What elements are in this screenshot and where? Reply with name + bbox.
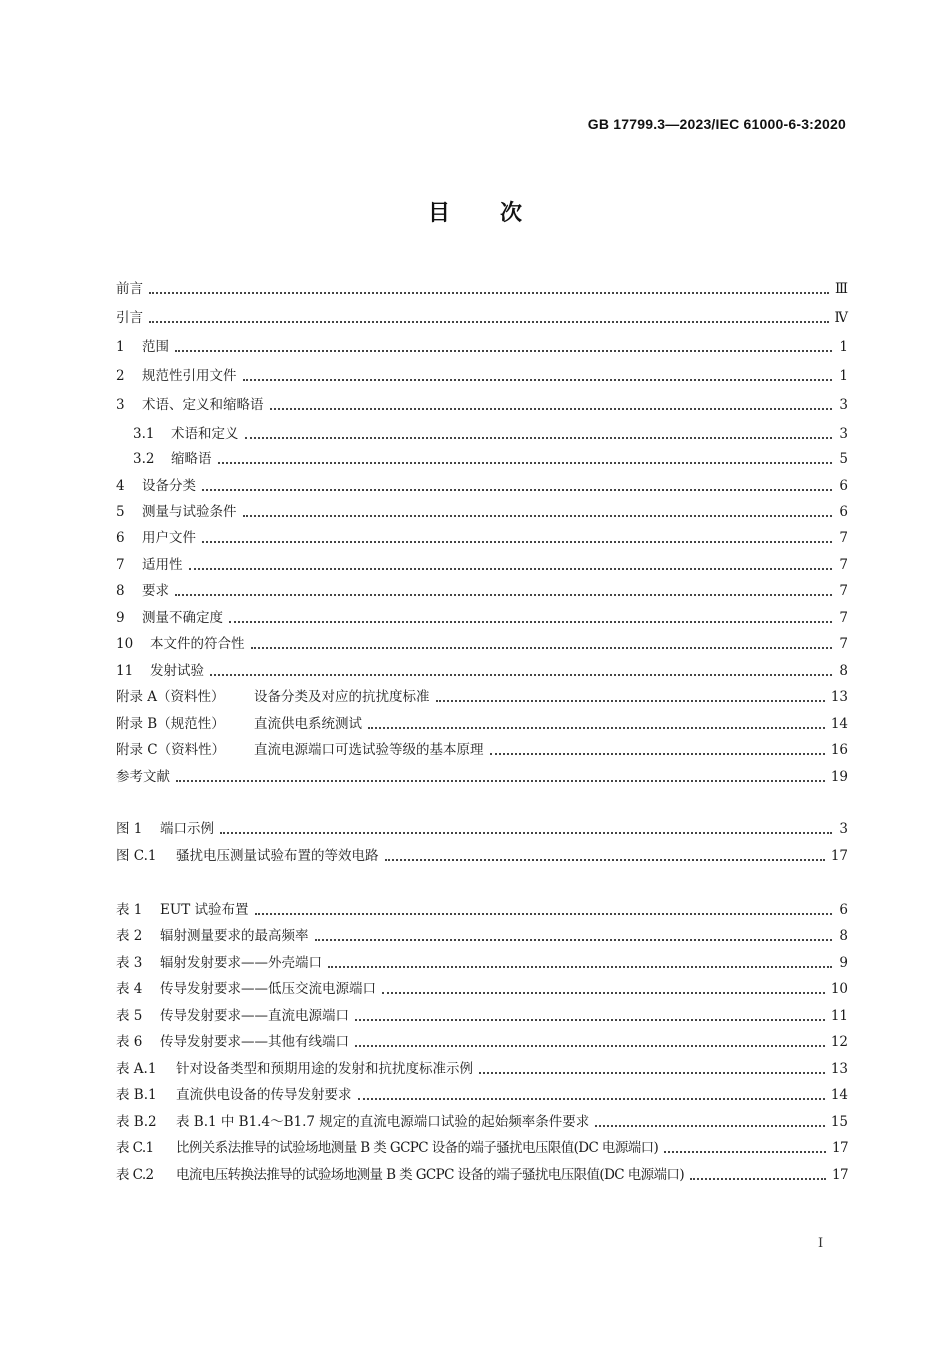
toc-entry-label: 范围 xyxy=(142,339,169,355)
toc-entry-annex-c[interactable] xyxy=(116,737,848,759)
toc-entry-label: 直流供电系统测试 xyxy=(254,716,362,732)
toc-entry-number: 8 xyxy=(116,583,125,599)
toc-entry-annex-a[interactable] xyxy=(116,684,848,706)
toc-entry-page: 3 xyxy=(839,397,848,413)
toc-entry-1[interactable] xyxy=(116,334,848,356)
toc-entry-7[interactable] xyxy=(116,552,848,574)
toc-entry-bibliography[interactable] xyxy=(116,764,848,786)
table-entry-number: 表 A.1 xyxy=(116,1061,157,1077)
toc-entry-number: 附录 C（资料性） xyxy=(116,742,226,758)
toc-entry-number: 2 xyxy=(116,368,125,384)
figure-entry-number: 图 1 xyxy=(116,821,143,837)
dot-leader xyxy=(358,1086,825,1100)
dot-leader xyxy=(382,980,825,994)
table-entry-number: 表 1 xyxy=(116,902,143,918)
toc-entry-number: 11 xyxy=(116,663,134,679)
dot-leader xyxy=(202,477,832,491)
toc-entry-label: 发射试验 xyxy=(150,663,204,679)
toc-entry-foreword[interactable] xyxy=(116,276,848,298)
table-entry-page: 17 xyxy=(832,1140,848,1156)
table-entry-6[interactable] xyxy=(116,1029,848,1051)
standard-number: GB 17799.3—2023/IEC 61000-6-3:2020 xyxy=(587,116,846,132)
toc-entry-page: 8 xyxy=(839,663,848,679)
toc-entry-page: 3 xyxy=(839,426,848,442)
toc-entry-introduction[interactable] xyxy=(116,305,848,327)
toc-entry-page: 5 xyxy=(839,451,848,467)
toc-entry-number: 5 xyxy=(116,504,125,520)
dot-leader xyxy=(436,688,825,702)
toc-entry-label: 缩略语 xyxy=(171,451,212,467)
figure-entry-page: 3 xyxy=(839,821,848,837)
dot-leader xyxy=(220,820,832,834)
toc-entry-number: 3 xyxy=(116,397,125,413)
table-entry-c2[interactable] xyxy=(116,1162,848,1184)
dot-leader xyxy=(149,309,829,323)
toc-entry-label: 要求 xyxy=(142,583,169,599)
table-entry-page: 12 xyxy=(830,1034,848,1050)
dot-leader xyxy=(251,635,833,649)
toc-entry-number: 1 xyxy=(116,339,125,355)
toc-entry-label: 设备分类 xyxy=(142,478,196,494)
toc-entry-page: 6 xyxy=(839,504,848,520)
table-entry-1[interactable] xyxy=(116,897,848,919)
table-entry-page: 8 xyxy=(839,928,848,944)
table-entry-b2[interactable] xyxy=(116,1109,848,1131)
toc-title: 目次 xyxy=(427,201,572,226)
dot-leader xyxy=(245,425,833,439)
toc-entry-page: 7 xyxy=(839,636,848,652)
table-entry-5[interactable] xyxy=(116,1003,848,1025)
toc-entry-number: 3.2 xyxy=(133,451,155,467)
toc-entry-label: 引言 xyxy=(116,310,143,326)
toc-entry-page: 7 xyxy=(839,610,848,626)
toc-entry-page: Ⅳ xyxy=(834,310,848,326)
toc-entry-page: 7 xyxy=(839,557,848,573)
table-entry-page: 13 xyxy=(830,1061,848,1077)
toc-entry-number: 附录 A（资料性） xyxy=(116,689,225,705)
toc-entry-label: 测量与试验条件 xyxy=(142,504,237,520)
table-entry-a1[interactable] xyxy=(116,1056,848,1078)
table-entry-2[interactable] xyxy=(116,923,848,945)
dot-leader xyxy=(595,1113,825,1127)
toc-entry-label: 测量不确定度 xyxy=(142,610,223,626)
table-entry-label: EUT 试验布置 xyxy=(160,902,249,918)
dot-leader xyxy=(175,338,832,352)
toc-entry-label: 适用性 xyxy=(142,557,183,573)
dot-leader xyxy=(270,396,833,410)
toc-entry-annex-b[interactable] xyxy=(116,711,848,733)
dot-leader xyxy=(355,1007,825,1021)
toc-entry-number: 10 xyxy=(116,636,134,652)
toc-entry-label: 用户文件 xyxy=(142,530,196,546)
page-folio: Ⅰ xyxy=(818,1236,824,1251)
toc-entry-page: 6 xyxy=(839,478,848,494)
table-entry-page: 9 xyxy=(839,955,848,971)
table-entry-number: 表 B.2 xyxy=(116,1114,157,1130)
dot-leader xyxy=(189,556,833,570)
figure-entry-c1[interactable] xyxy=(116,843,848,865)
toc-entry-number: 附录 B（规范性） xyxy=(116,716,225,732)
toc-entry-label: 本文件的符合性 xyxy=(150,636,245,652)
dot-leader xyxy=(664,1139,826,1153)
toc-entry-label: 前言 xyxy=(116,281,143,297)
table-entry-page: 10 xyxy=(830,981,848,997)
dot-leader xyxy=(690,1166,826,1180)
toc-entry-label: 规范性引用文件 xyxy=(142,368,237,384)
toc-entry-page: 7 xyxy=(839,583,848,599)
dot-leader xyxy=(355,1033,825,1047)
table-entry-number: 表 B.1 xyxy=(116,1087,157,1103)
toc-entry-label: 参考文献 xyxy=(116,769,170,785)
table-entry-label: 辐射发射要求——外壳端口 xyxy=(160,955,322,971)
table-entry-page: 6 xyxy=(839,902,848,918)
table-entry-label: 表 B.1 中 B1.4～B1.7 规定的直流电源端口试验的起始频率条件要求 xyxy=(176,1114,590,1130)
toc-entry-3-1[interactable] xyxy=(116,421,848,443)
toc-entry-page: 14 xyxy=(830,716,848,732)
dot-leader xyxy=(315,927,833,941)
figure-entry-label: 端口示例 xyxy=(160,821,214,837)
dot-leader xyxy=(175,582,832,596)
table-entry-number: 表 5 xyxy=(116,1008,143,1024)
toc-entry-3-2[interactable] xyxy=(116,446,848,468)
dot-leader xyxy=(490,741,825,755)
figure-entry-page: 17 xyxy=(830,848,848,864)
toc-entry-label: 术语、定义和缩略语 xyxy=(142,397,264,413)
table-entry-page: 17 xyxy=(832,1167,848,1183)
toc-entry-number: 4 xyxy=(116,478,125,494)
table-entry-b1[interactable] xyxy=(116,1082,848,1104)
dot-leader xyxy=(229,609,832,623)
toc-entry-number: 7 xyxy=(116,557,125,573)
dot-leader xyxy=(328,954,832,968)
toc-entry-label: 术语和定义 xyxy=(171,426,239,442)
toc-entry-label: 设备分类及对应的抗扰度标准 xyxy=(254,689,430,705)
table-entry-label: 传导发射要求——低压交流电源端口 xyxy=(160,981,376,997)
toc-entry-number: 3.1 xyxy=(133,426,155,442)
toc-entry-9[interactable] xyxy=(116,605,848,627)
dot-leader xyxy=(368,715,825,729)
toc-entry-page: 13 xyxy=(830,689,848,705)
toc-entry-number: 6 xyxy=(116,530,125,546)
dot-leader xyxy=(243,367,833,381)
dot-leader xyxy=(210,662,832,676)
table-entry-page: 14 xyxy=(830,1087,848,1103)
toc-entry-3[interactable] xyxy=(116,392,848,414)
dot-leader xyxy=(218,450,833,464)
toc-entry-number: 9 xyxy=(116,610,125,626)
figure-entry-1[interactable] xyxy=(116,816,848,838)
table-entry-c1[interactable] xyxy=(116,1135,848,1157)
dot-leader xyxy=(479,1060,825,1074)
table-entry-number: 表 6 xyxy=(116,1034,143,1050)
figure-entry-number: 图 C.1 xyxy=(116,848,157,864)
toc-entry-page: Ⅲ xyxy=(834,281,848,297)
toc-entry-11[interactable] xyxy=(116,658,848,680)
dot-leader xyxy=(385,847,825,861)
dot-leader xyxy=(149,280,829,294)
table-entry-label: 传导发射要求——其他有线端口 xyxy=(160,1034,349,1050)
table-entry-label: 电流电压转换法推导的试验场地测量 B 类 GCPC 设备的端子骚扰电压限值(DC 电源端口) xyxy=(176,1167,684,1183)
table-entry-number: 表 C.1 xyxy=(116,1140,154,1156)
table-entry-label: 直流供电设备的传导发射要求 xyxy=(176,1087,352,1103)
toc-entry-10[interactable] xyxy=(116,631,848,653)
table-entry-number: 表 2 xyxy=(116,928,143,944)
table-entry-4[interactable] xyxy=(116,976,848,998)
toc-entry-4[interactable] xyxy=(116,473,848,495)
toc-entry-label: 直流电源端口可选试验等级的基本原理 xyxy=(254,742,484,758)
table-entry-label: 针对设备类型和预期用途的发射和抗扰度标准示例 xyxy=(176,1061,473,1077)
table-entry-number: 表 3 xyxy=(116,955,143,971)
toc-entry-page: 1 xyxy=(839,368,848,384)
figure-entry-label: 骚扰电压测量试验布置的等效电路 xyxy=(176,848,379,864)
toc-entry-page: 7 xyxy=(839,530,848,546)
dot-leader xyxy=(176,768,825,782)
table-entry-label: 比例关系法推导的试验场地测量 B 类 GCPC 设备的端子骚扰电压限值(DC 电源端口) xyxy=(176,1140,659,1156)
table-entry-page: 11 xyxy=(830,1008,848,1024)
toc-entry-page: 1 xyxy=(839,339,848,355)
table-entry-label: 传导发射要求——直流电源端口 xyxy=(160,1008,349,1024)
dot-leader xyxy=(202,529,832,543)
toc-entry-2[interactable] xyxy=(116,363,848,385)
toc-entry-6[interactable] xyxy=(116,525,848,547)
toc-entry-page: 16 xyxy=(830,742,848,758)
toc-entry-8[interactable] xyxy=(116,578,848,600)
table-entry-3[interactable] xyxy=(116,950,848,972)
table-entry-number: 表 C.2 xyxy=(116,1167,154,1183)
dot-leader xyxy=(243,503,833,517)
table-entry-page: 15 xyxy=(830,1114,848,1130)
table-entry-label: 辐射测量要求的最高频率 xyxy=(160,928,309,944)
table-entry-number: 表 4 xyxy=(116,981,143,997)
toc-entry-page: 19 xyxy=(830,769,848,785)
toc-entry-5[interactable] xyxy=(116,499,848,521)
dot-leader xyxy=(255,901,832,915)
